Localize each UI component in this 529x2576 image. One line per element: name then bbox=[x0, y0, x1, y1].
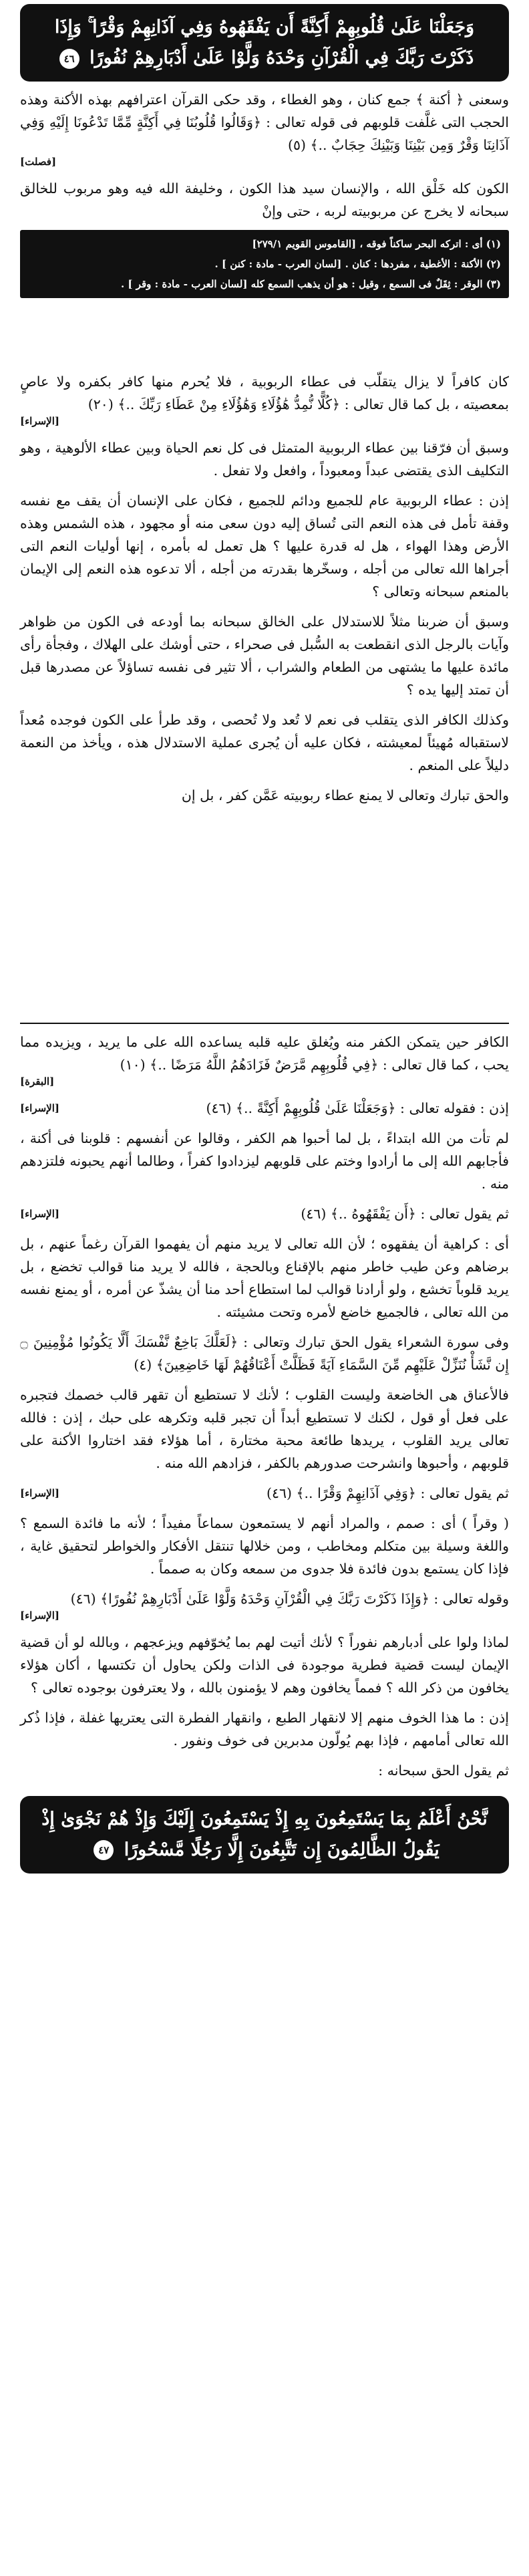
top-ayah-number: ٤٦ bbox=[59, 49, 79, 69]
paragraph bbox=[20, 1631, 509, 1699]
paragraph bbox=[20, 1331, 509, 1376]
paragraph-text: وسبق أن فرّقنا بين عطاء الربوبية المتمثل فى كل نعم الحياة وبين عطاء الألوهية ، وهو التكليف الذى يقتضى عبداً ومعبوداً ، وافعل ولا تفعل . bbox=[20, 440, 509, 479]
paragraph bbox=[20, 1512, 509, 1580]
paragraph bbox=[20, 370, 509, 429]
surah-reference: [فصلت] bbox=[20, 156, 57, 168]
surah-reference: [الإسراء] bbox=[20, 415, 59, 427]
paragraph bbox=[20, 1706, 509, 1752]
paragraph-text: إذن : فقوله تعالى : ﴿وَجَعَلْنَا عَلَىٰ قُلُوبِهِمْ أَكِنَّةً ..﴾ (٤٦) bbox=[206, 1100, 509, 1116]
paragraph-text: الكون كله خَلْق الله ، والإنسان سيد هذا الكون ، وخليفة الله فيه وهو مربوب للخالق سبحانه لا يخرج عن مربوبيته لربه ، حتى وإنْ bbox=[20, 180, 509, 219]
paragraph-text: وفى سورة الشعراء يقول الحق تبارك وتعالى : ﴿لَعَلَّكَ بَاخِعٌ نَّفْسَكَ أَلَّا يَكُونُوا مُؤْمِنِينَ ۝ إِن نَّشَأْ نُنَزِّلْ عَلَيْهِم مِّنَ السَّمَاءِ آيَةً فَظَلَّتْ أَعْنَاقُهُمْ لَهَا خَاضِعِينَ﴾ (٤) bbox=[20, 1334, 509, 1373]
paragraph-text: وسبق أن ضربنا مثلاً للاستدلال على الخالق سبحانه بما أودعه فى الكون من ظواهر وآيات بالرجل الذى انقطعت به السُّبل فى صحراء ، حتى أوشك على الهلاك ، وفجأة رأى مائدة عليها ما يشتهى من الطعام والشراب ، ألا تثير فى نفسه تساؤلاً عن مصدرها قبل أن تمتد إليها يده ؟ bbox=[20, 614, 509, 698]
paragraph-text: ثم يقول تعالى : ﴿وَفِي آذَانِهِمْ وَقْرًا ..﴾ (٤٦) bbox=[266, 1485, 509, 1501]
paragraph bbox=[20, 1031, 509, 1089]
top-ayah-banner bbox=[20, 4, 509, 82]
paragraph bbox=[20, 1202, 509, 1225]
page-gap bbox=[20, 361, 509, 370]
paragraph bbox=[20, 436, 509, 482]
paragraph-text: فالأعناق هى الخاضعة وليست القلوب ؛ لأنك لا تستطيع أن تقهر قالب خصمك فتجبره على فعل أو قول ، لكنك لا تستطيع أبداً أن تجبر قلبه وتكرهه على حبك ، إذن : فالله تعالى يريد القلوب ، يريدها طائعة محبة مختارة ، أما هؤلاء فقد اختاروا الأكنة على قلوبهم ، وأحبوها وانشرحت صدورهم بالكفر ، فزادهم الله منه . bbox=[20, 1387, 509, 1471]
paragraph-text: كان كافراً لا يزال يتقلّب فى عطاء الربوبية ، فلا يُحرم منها كافر بكفره ولا عاصٍ بمعصيته ، بل كما قال تعالى : ﴿كُلًّا نُّمِدُّ هَٰؤُلَاءِ وَهَٰؤُلَاءِ مِنْ عَطَاءِ رَبِّكَ ..﴾ (٢٠) bbox=[20, 374, 509, 412]
paragraph bbox=[20, 709, 509, 777]
top-ayah-text: وَجَعَلْنَا عَلَىٰ قُلُوبِهِمْ أَكِنَّةً أَن يَفْقَهُوهُ وَفِي آذَانِهِمْ وَقْرًا ۚ وَإِذَا ذَكَرْتَ رَبَّكَ فِي الْقُرْآنِ وَحْدَهُ وَلَّوْا عَلَىٰ أَدْبَارِهِمْ نُفُورًا bbox=[54, 17, 475, 68]
footnote: (٣) الوقر : ثِقَلٌ فى السمع ، وقيل : هو أن يذهب السمع كله [لسان العرب - مادة : وقر ] . bbox=[120, 278, 501, 290]
surah-reference: [الإسراء] bbox=[20, 1487, 59, 1499]
paragraph-text: إذن : عطاء الربوبية عام للجميع ودائم للجميع ، فكان على الإنسان أن يقف مع نفسه وقفة تأمل فى هذه النعم التى تُساق إليه دون سعى منه أو مجهود ، هذه الشمس وهذه الأرض وهذا الهواء ، هل له قدرة عليها ؟ هل تعمل له بأمره ، إنها أوليات النعم التى أجراها الله تعالى من أجله ، وسخّرها بقدرته من أجله ، ألا تدعوه هذه النعم إلى الإيمان بالمنعم سبحانه وتعالى ؟ bbox=[20, 493, 509, 600]
paragraph bbox=[20, 177, 509, 223]
bottom-ayah-banner bbox=[20, 1796, 509, 1874]
paragraph-text: لماذا ولوا على أدبارهم نفوراً ؟ لأنك أتيت لهم بما يُخوّفهم ويزعجهم ، وبالله لو أن قضية الإيمان ليست قضية فطرية موجودة فى الذات ولكن يحاول أن تكتسها ، أكان هؤلاء يخافون من ذكر الله ؟ فمماً يخافون وهم لا يؤمنون بالله ، ولا يعترفون بوجوده تعالى ؟ bbox=[20, 1634, 509, 1696]
bottom-ayah-number: ٤٧ bbox=[94, 1840, 114, 1860]
page-section-2 bbox=[0, 361, 529, 1016]
footnote: (٢) الأكنة : الأغطية ، مفردها : كنان . [لسان العرب - مادة : كنن ] . bbox=[214, 258, 501, 270]
page-divider bbox=[20, 1023, 509, 1024]
paragraph bbox=[20, 784, 509, 807]
paragraph bbox=[20, 88, 509, 170]
page-section-1 bbox=[0, 0, 529, 361]
paragraph-text: وقوله تعالى : ﴿وَإِذَا ذَكَرْتَ رَبَّكَ فِي الْقُرْآنِ وَحْدَهُ وَلَّوْا عَلَىٰ أَدْبَارِهِمْ نُفُورًا﴾ (٤٦) bbox=[70, 1591, 509, 1607]
paragraph-text: والحق تبارك وتعالى لا يمنع عطاء ربوبيته عَمَّن كفر ، بل إن bbox=[181, 787, 509, 803]
page-section-3 bbox=[0, 1016, 529, 2576]
paragraph bbox=[20, 1127, 509, 1195]
surah-reference: [البقرة] bbox=[20, 1075, 55, 1087]
paragraph-text: ثم يقول تعالى : ﴿أَن يَفْقَهُوهُ ..﴾ (٤٦) bbox=[301, 1206, 509, 1222]
bottom-ayah-text: نَّحْنُ أَعْلَمُ بِمَا يَسْتَمِعُونَ بِهِ إِذْ يَسْتَمِعُونَ إِلَيْكَ وَإِذْ هُمْ نَجْوَىٰ إِذْ يَقُولُ الظَّالِمُونَ إِن تَتَّبِعُونَ إِلَّا رَجُلًا مَّسْحُورًا bbox=[41, 1808, 488, 1860]
paragraph bbox=[20, 1097, 509, 1120]
paragraph-text: ثم يقول الحق سبحانه : bbox=[378, 1763, 509, 1779]
footnote: (١) أى : اتركه البحر ساكناً فوقه ، [القاموس القويم ٢٧٩/١] bbox=[252, 238, 501, 250]
paragraph bbox=[20, 1587, 509, 1624]
paragraph-text: أى : كراهية أن يفقهوه ؛ لأن الله تعالى لا يريد منهم أن يفهموا القرآن رغماً عنهم ، بل برضاهم وعن طيب خاطر منهم بالإقناع وبالحجة ، فالله لا يريد منا قوالب تخضع ، بل يريد قلوباً تخشع ، ولو أرادنا قوالب لما استطاع أحد منا أن يشذّ عن أمره ، أو يمنع نفسه من الله تعالى ، فالجميع خاضع لأمره وتحت مشيئته . bbox=[20, 1236, 509, 1320]
surah-reference: [الإسراء] bbox=[20, 1208, 59, 1220]
paragraph-text: وكذلك الكافر الذى يتقلب فى نعم لا تُعد ولا تُحصى ، وقد طرأ على الكون فوجده مُعداً لاستقباله مُهيئاً لمعيشته ، فكان عليه أن يُجرى عملية الاستدلال هذه ، ويأخذ من النعمة دليلاً على المنعم . bbox=[20, 712, 509, 773]
paragraph-text: ( وقراً ) أى : صمم ، والمراد أنهم لا يستمعون سماعاً مفيداً ؛ لأنه ما فائدة السمع ؟ واللغة وسيلة بين متكلم ومخاطب ، ومن خلالها تنتقل الأفكار والخواطر لتحقيق غاية ، فإذا كان يستمع بدون فائدة فلا جدوى من سمعه وكان به صمماً . bbox=[20, 1515, 509, 1577]
paragraph-text: لم تأت من الله ابتداءً ، بل لما أحبوا هم الكفر ، وقالوا عن أنفسهم : قلوبنا فى أكنة ، فأجابهم الله إلى ما أرادوا وختم على قلوبهم ليزدادوا كفراً ، وطالما أنهم يحبونه فلتزدهم منه . bbox=[20, 1130, 509, 1192]
surah-reference: [الإسراء] bbox=[20, 1609, 59, 1622]
paragraph bbox=[20, 489, 509, 603]
paragraph-text: إذن : ما هذا الخوف منهم إلا لانقهار الطبع ، وانقهار الفطرة التى يعتريها غفلة ، فإذا ذُكر الله تعالى أمامهم ، فإذا بهم يُولّون مدبرين فى خوف ونفور . bbox=[20, 1710, 509, 1749]
paragraph bbox=[20, 1384, 509, 1474]
footnotes-box bbox=[20, 230, 509, 298]
paragraph bbox=[20, 610, 509, 701]
paragraph bbox=[20, 1233, 509, 1323]
surah-reference: [الإسراء] bbox=[20, 1102, 59, 1114]
paragraph bbox=[20, 1482, 509, 1505]
paragraph-text: الكافر حين يتمكن الكفر منه ويُغلق عليه قلبه يساعده الله على ما يريد ، ويزيده مما يحب ، كما قال تعالى : ﴿فِي قُلُوبِهِم مَّرَضٌ فَزَادَهُمُ اللَّهُ مَرَضًا ..﴾ (١٠) bbox=[20, 1034, 509, 1073]
paragraph-text: وسعنى ﴿ أكنة ﴾ جمع كنان ، وهو الغطاء ، وقد حكى القرآن اعترافهم بهذه الأكنة وهذه الحجب التى غلَّفت قلوبهم فى قوله تعالى : ﴿وَقَالُوا قُلُوبُنَا فِي أَكِنَّةٍ مِّمَّا تَدْعُونَا إِلَيْهِ وَفِي آذَانِنَا وَقْرٌ وَمِن بَيْنِنَا وَبَيْنِكَ حِجَابٌ ..﴾ (٥) bbox=[20, 92, 509, 153]
paragraph bbox=[20, 1759, 509, 1782]
